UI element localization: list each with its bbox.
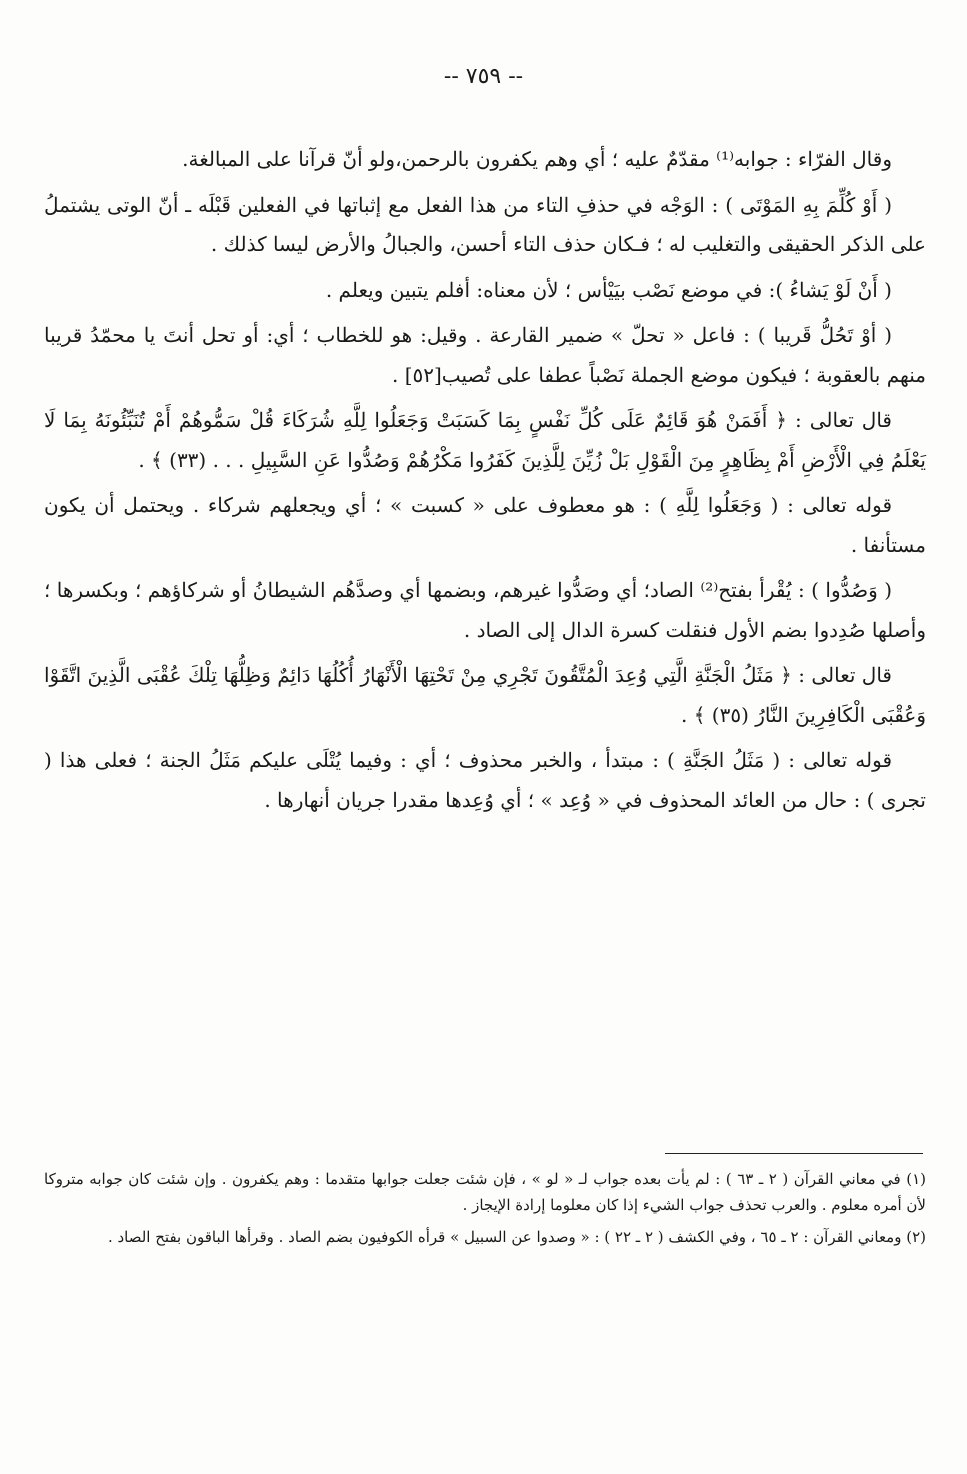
footnote-divider bbox=[665, 1153, 923, 1154]
paragraph: ( أوْ تَحُلُّ قَريبا ) : فاعل « تحلّ » ضمير القارعة . وقيل: هو للخطاب ؛ أي: أو تحل أنتَ يا محمّدُ قريبا منهم بالعقوبة ؛ فيكون موضع الجملة نَصْباً عطفا على تُصيب[٥٢] . bbox=[44, 323, 926, 387]
body-text bbox=[44, 140, 926, 826]
paragraph: ( أَنْ لَوْ يَشاءُ ): في موضع نَصْب بيَيْأس ؛ لأن معناه: أفلم يتبين ويعلم . bbox=[325, 277, 892, 302]
quran-verse-paragraph: قال تعالى : ﴿ مَثَلُ الْجَنَّةِ الَّتِي وُعِدَ الْمُتَّقُونَ تَجْرِي مِنْ تَحْتِهَا الْأَنْهَارُ أُكُلُهَا دَائِمٌ وَظِلُّهَا تِلْكَ عُقْبَى الَّذِينَ اتَّقَوْا وَعُقْبَى الْكَافِرِينَ النَّارُ (٣٥) ﴾ . bbox=[44, 663, 926, 727]
paragraph: ( وَصُدُّوا ) : يُقْرأ بفتح⁽²⁾ الصاد؛ أي وصَدُّوا غيرهم، وبضمها أي وصدَّهُم الشيطانُ أو شركاؤهم ؛ وبكسرها ؛ وأصلها صُدِدوا بضم الأول فنقلت كسرة الدال إلى الصاد . bbox=[44, 578, 926, 642]
footnote: (٢) ومعاني القرآن : ٢ ـ ٦٥ ، وفي الكشف ( ٢ ـ ٢٢ ) : « وصدوا عن السبيل » قرأه الكوفيون بضم الصاد . وقرأها الباقون بفتح الصاد . bbox=[107, 1228, 926, 1246]
footnote: (١) في معاني القرآن ( ٢ ـ ٦٣ ) : لم يأت بعده جواب لـ « لو » ، فإن شئت جعلت جوابها متقدما : وهم يكفرون . وإن شئت كان جوابه متروكا لأن أمره معلوم . والعرب تحذف جواب الشيء إذا كان معلوما إرادة الإيجاز . bbox=[44, 1170, 927, 1214]
paragraph: ( أَوْ كُلِّمَ بِهِ المَوْتَى ) : الوَجْه في حذفِ التاء من هذا الفعل مع إثباتها في الفعلين قَبْلَه ـ أنّ الوتى يشتملُ على الذكر الحقيقى والتغليب له ؛ فـكان حذف التاء أحسن، والجبالُ والأرض ليسا كذلك . bbox=[44, 192, 926, 256]
paragraph: قوله تعالى : ( مَثَلُ الجَنَّةِ ) : مبتدأ ، والخبر محذوف ؛ أي : وفيما يُتْلَى عليكم مَثَلُ الجنة ؛ فعلى هذا ( تجرى ) : حال من العائد المحذوف في « وُعِد » ؛ أي وُعِدها مقدرا جريان أنهارها . bbox=[44, 748, 926, 812]
paragraph: قوله تعالى : ( وَجَعَلُوا لِلَّهِ ) : هو معطوف على « كسبت » ؛ أي ويجعلهم شركاء . ويحتمل أن يكون مستأنفا . bbox=[44, 493, 926, 557]
quran-verse-paragraph: قال تعالى : ﴿ أَفَمَنْ هُوَ قَائِمٌ عَلَى كُلِّ نَفْسٍ بِمَا كَسَبَتْ وَجَعَلُوا لِلَّهِ شُرَكَاءَ قُلْ سَمُّوهُمْ أَمْ تُنَبِّئُونَهُ بِمَا لَا يَعْلَمُ فِي الْأَرْضِ أَمْ بِظَاهِرٍ مِنَ الْقَوْلِ بَلْ زُيِّنَ لِلَّذِينَ كَفَرُوا مَكْرُهُمْ وَصُدُّوا عَنِ السَّبِيلِ . . . (٣٣) ﴾ . bbox=[44, 408, 926, 472]
footnotes bbox=[44, 1166, 926, 1256]
paragraph: وقال الفرّاء : جوابه⁽¹⁾ مقدّمٌ عليه ؛ أي وهم يكفرون بالرحمن،ولو أنّ قرآنا على المبالغة. bbox=[182, 147, 892, 171]
page-number: -- ٧٥٩ -- bbox=[443, 64, 524, 89]
